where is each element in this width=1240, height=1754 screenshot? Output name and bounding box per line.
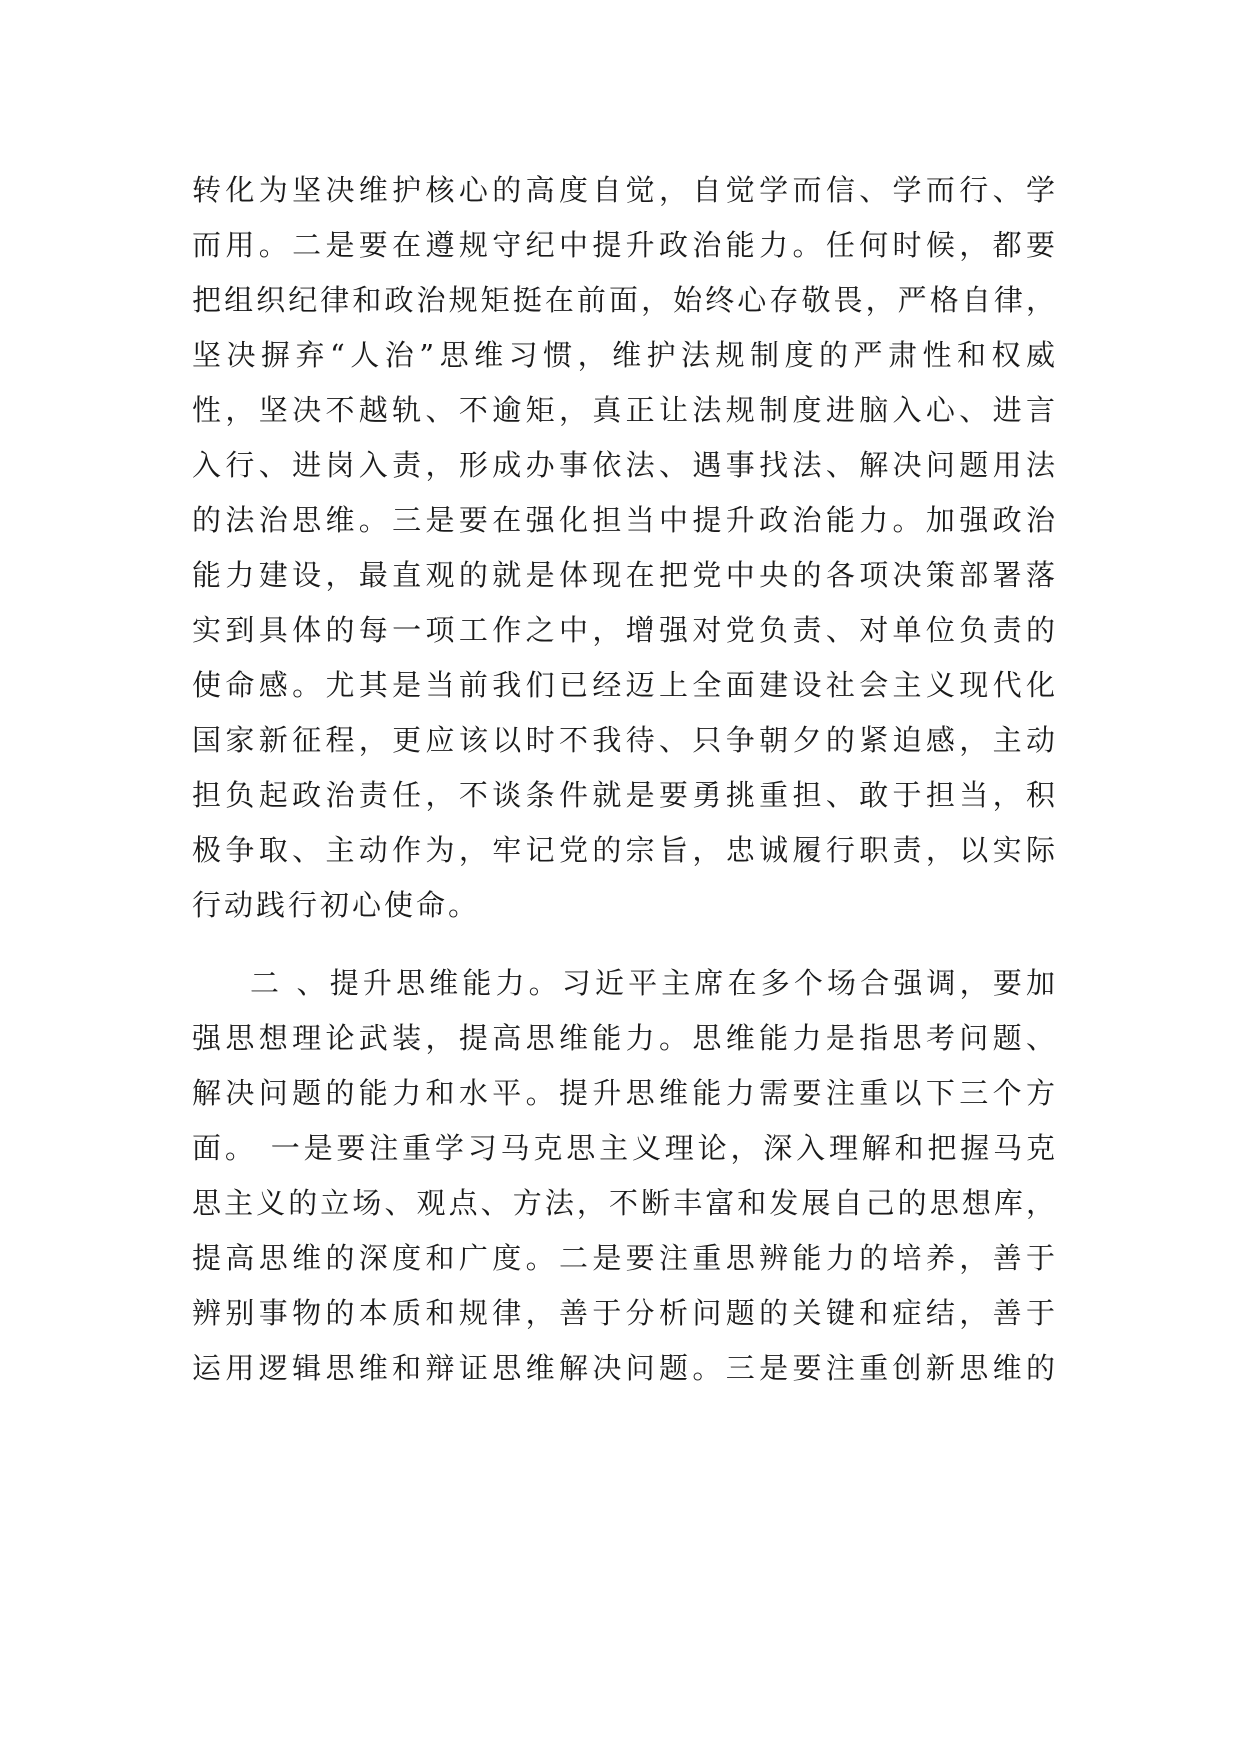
text-line: 国家新征程，更应该以时不我待、只争朝夕的紧迫感，主动 <box>192 723 1058 757</box>
text-line: 强思想理论武装，提高思维能力。思维能力是指思考问题、 <box>192 1021 1058 1055</box>
text-line: 提高思维的深度和广度。二是要注重思辨能力的培养，善于 <box>192 1241 1058 1275</box>
paragraph-thinking-ability <box>192 956 1058 1396</box>
text-line: 极争取、主动作为，牢记党的宗旨，忠诚履行职责，以实际 <box>192 833 1058 867</box>
text-line: 使命感。尤其是当前我们已经迈上全面建设社会主义现代化 <box>192 668 1058 702</box>
text-line: 行动践行初心使命。 <box>192 888 481 922</box>
text-line: 面。 一是要注重学习马克思主义理论，深入理解和把握马克 <box>192 1131 1058 1165</box>
text-line: 转化为坚决维护核心的高度自觉，自觉学而信、学而行、学 <box>192 173 1058 207</box>
text-line: 辨别事物的本质和规律，善于分析问题的关键和症结，善于 <box>192 1296 1058 1330</box>
text-line: 运用逻辑思维和辩证思维解决问题。三是要注重创新思维的 <box>192 1351 1058 1385</box>
text-line: 入行、进岗入责，形成办事依法、遇事找法、解决问题用法 <box>192 448 1058 482</box>
text-line: 而用。二是要在遵规守纪中提升政治能力。任何时候，都要 <box>192 228 1058 262</box>
text-line: 实到具体的每一项工作之中，增强对党负责、对单位负责的 <box>192 613 1058 647</box>
text-line: 把组织纪律和政治规矩挺在前面，始终心存敬畏，严格自律， <box>192 283 1058 317</box>
text-line: 性，坚决不越轨、不逾矩，真正让法规制度进脑入心、进言 <box>192 393 1058 427</box>
text-line: 思主义的立场、观点、方法，不断丰富和发展自己的思想库， <box>192 1186 1058 1220</box>
text-line: 能力建设，最直观的就是体现在把党中央的各项决策部署落 <box>192 558 1058 592</box>
text-line: 解决问题的能力和水平。提升思维能力需要注重以下三个方 <box>192 1076 1058 1110</box>
text-line: 的法治思维。三是要在强化担当中提升政治能力。加强政治 <box>192 503 1058 537</box>
paragraph-political-ability <box>192 163 1058 933</box>
text-line: 担负起政治责任，不谈条件就是要勇挑重担、敢于担当，积 <box>192 778 1058 812</box>
text-line: 二 、提升思维能力。习近平主席在多个场合强调，要加 <box>250 966 1058 1000</box>
text-line: 坚决摒弃“人治”思维习惯，维护法规制度的严肃性和权威 <box>192 338 1058 372</box>
